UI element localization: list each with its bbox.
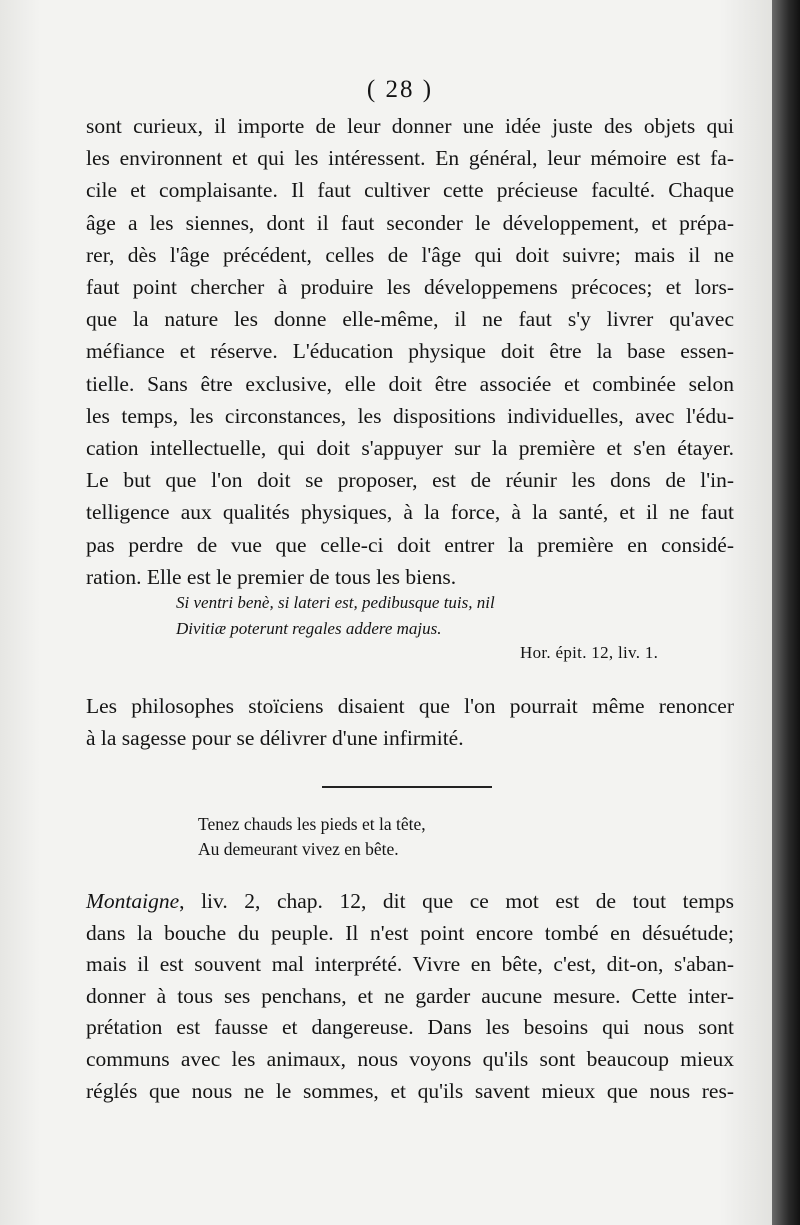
page-number: ( 28 ) bbox=[366, 76, 434, 103]
text-line: à la sagesse pour se délivrer d'une infirmité. bbox=[86, 726, 464, 750]
quote-line: Si ventri benè, si lateri est, pedibusque tuis, nil bbox=[176, 593, 495, 612]
text-line: méfiance et réserve. L'éducation physique doit être la base essen- bbox=[86, 339, 734, 364]
text-line: sont curieux, il importe de leur donner une idée juste des objets qui bbox=[86, 114, 734, 138]
text-line: que la nature les donne elle-même, il ne faut s'y livrer qu'avec bbox=[86, 307, 734, 332]
quote-line: Divitiæ poterunt regales addere majus. bbox=[176, 619, 442, 638]
text-line: Le but que l'on doit se proposer, est de réunir les dons de l'in- bbox=[86, 468, 734, 493]
proverb bbox=[198, 812, 598, 862]
text-line: réglés que nous ne le sommes, et qu'ils savent mieux que nous res- bbox=[86, 1078, 734, 1103]
line-rest: , liv. 2, chap. 12, dit que ce mot est de tout temps bbox=[179, 889, 734, 913]
section-divider bbox=[322, 786, 492, 788]
text-line: mais il est souvent mal interprété. Vivre en bête, c'est, dit-on, s'aban- bbox=[86, 952, 734, 977]
quote-attribution: Hor. épit. 12, liv. 1. bbox=[520, 643, 659, 662]
text-line: cation intellectuelle, qui doit s'appuyer sur la première et s'en étayer. bbox=[86, 436, 734, 461]
main-paragraph bbox=[86, 110, 734, 593]
text-line bbox=[86, 886, 734, 918]
text-line: rer, dès l'âge précédent, celles de l'âge qui doit suivre; mais il ne bbox=[86, 242, 734, 267]
text-line: ration. Elle est le premier de tous les biens. bbox=[86, 564, 457, 589]
text-line: dans la bouche du peuple. Il n'est point encore tombé en désuétude; bbox=[86, 920, 734, 945]
text-line: Les philosophes stoïciens disaient que l'on pourrait même renoncer bbox=[86, 694, 734, 718]
text-line: faut point chercher à produire les développemens précoces; et lors- bbox=[86, 275, 734, 300]
montaigne-paragraph bbox=[86, 886, 734, 1107]
text-line: prétation est fausse et dangereuse. Dans les besoins qui nous sont bbox=[86, 1015, 734, 1040]
text-line: communs avec les animaux, nous voyons qu'ils sont beaucoup mieux bbox=[86, 1046, 734, 1071]
text-line: pas perdre de vue que celle-ci doit entrer la première en considé- bbox=[86, 532, 734, 557]
text-line: les environnent et qui les intéressent. En général, leur mémoire est fa- bbox=[86, 146, 734, 171]
stoic-paragraph bbox=[86, 690, 734, 754]
latin-quote bbox=[176, 590, 716, 642]
book-spine bbox=[772, 0, 800, 1225]
proverb-line: Au demeurant vivez en bête. bbox=[198, 839, 399, 859]
proverb-line: Tenez chauds les pieds et la tête, bbox=[198, 814, 426, 834]
text-line: donner à tous ses penchans, et ne garder aucune mesure. Cette inter- bbox=[86, 983, 734, 1008]
text-line: cile et complaisante. Il faut cultiver cette précieuse faculté. Chaque bbox=[86, 178, 734, 203]
text-line: telligence aux qualités physiques, à la force, à la santé, et il ne faut bbox=[86, 500, 734, 525]
text-line: âge a les siennes, dont il faut seconder le développement, et prépa- bbox=[86, 210, 734, 235]
text-line: tielle. Sans être exclusive, elle doit être associée et combinée selon bbox=[86, 371, 734, 396]
author-name: Montaigne bbox=[86, 889, 180, 913]
text-line: les temps, les circonstances, les dispositions individuelles, avec l'édu- bbox=[86, 403, 734, 428]
